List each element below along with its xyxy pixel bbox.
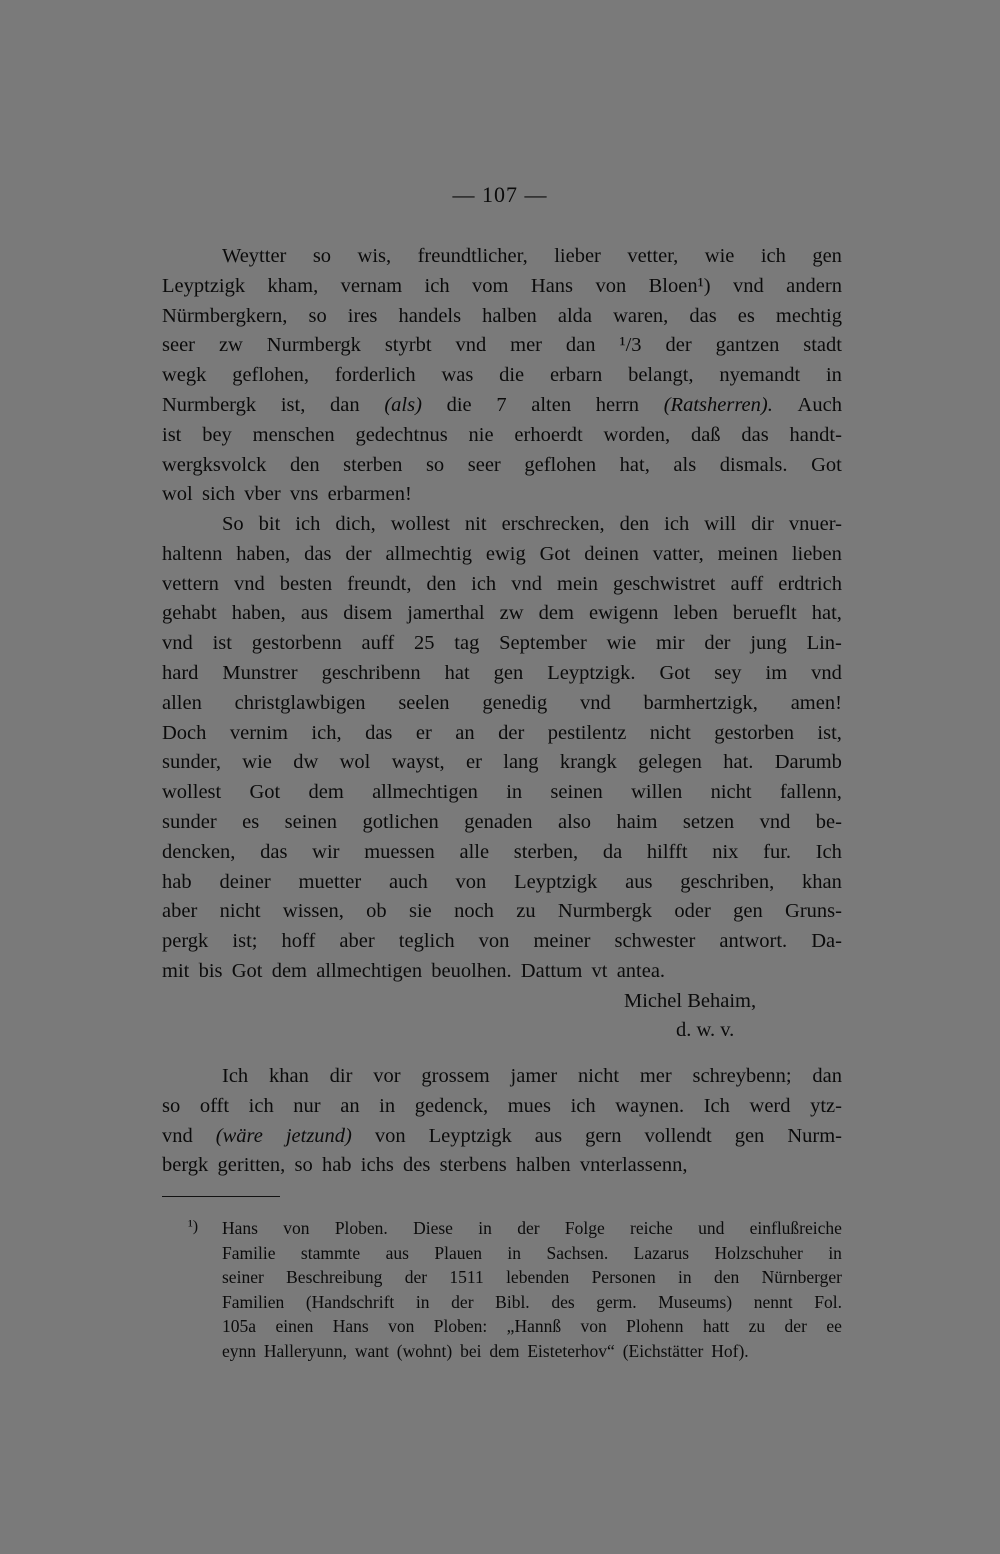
text-line: vnd (wäre jetzund) von Leyptzigk aus gern vollendt gen Nurm-: [162, 1124, 842, 1147]
text-line: sunder, wie dw wol wayst, er lang krangk gelegen hat. Darumb: [162, 751, 842, 774]
text-line: aber nicht wissen, ob sie noch zu Nurmbergk oder gen Gruns-: [162, 900, 842, 923]
text-line: ist bey menschen gedechtnus nie erhoerdt worden, daß das handt-: [162, 423, 842, 446]
text-line: haltenn haben, das der allmechtig ewig Got deinen vatter, meinen lieben: [162, 542, 842, 565]
text-line: gehabt haben, aus disem jamerthal zw dem ewigenn leben berueflt hat,: [162, 602, 842, 625]
text-line: Familien (Handschrift in der Bibl. des germ. Museums) nennt Fol.: [222, 1291, 842, 1312]
text-line: pergk ist; hoff aber teglich von meiner schwester antwort. Da-: [162, 930, 842, 953]
text-line: So bit ich dich, wollest nit erschrecken, den ich will dir vnuer-: [222, 513, 842, 535]
signature-initials: d. w. v.: [676, 1019, 735, 1041]
text-line: wollest Got dem allmechtigen in seinen willen nicht fallenn,: [162, 781, 842, 804]
text-line: vnd ist gestorbenn auff 25 tag September wie mir der jung Lin-: [162, 632, 842, 655]
text-line: 105a einen Hans von Ploben: „Hannß von Plohenn hatt zu der ee: [222, 1316, 842, 1337]
text-line: bergk geritten, so hab ichs des sterbens halben vnterlassenn,: [162, 1154, 688, 1177]
text-line: Ich khan dir vor grossem jamer nicht mer schreybenn; dan: [222, 1065, 842, 1087]
text-line: vettern vnd besten freundt, den ich vnd mein geschwistret auff erdtrich: [162, 572, 842, 595]
footnote-separator: [162, 1196, 280, 1197]
text-line: Weytter so wis, freundtlicher, lieber vetter, wie ich gen: [222, 245, 842, 267]
text-line: wergksvolck den sterben so seer geflohen hat, als dismals. Got: [162, 453, 842, 476]
signature-name: Michel Behaim,: [624, 990, 757, 1012]
paragraph-3: [162, 1062, 842, 1181]
text-line: dencken, das wir muessen alle sterben, da hilfft nix fur. Ich: [162, 840, 842, 863]
text-line: Nurmbergk ist, dan (als) die 7 alten herrn (Ratsherren). Auch: [162, 393, 842, 416]
paragraph-2: [162, 510, 842, 987]
text-line: allen christglawbigen seelen genedig vnd barmhertzigk, amen!: [162, 691, 842, 714]
text-line: Nürmbergkern, so ires handels halben alda waren, das es mechtig: [162, 304, 842, 327]
text-line: seer zw Nurmbergk styrbt vnd mer dan ¹/3 der gantzen stadt: [162, 334, 842, 357]
text-line: hab deiner muetter auch von Leyptzigk aus geschriben, khan: [162, 870, 842, 893]
text-line: so offt ich nur an in gedenck, mues ich waynen. Ich werd ytz-: [162, 1094, 842, 1117]
footnote: [222, 1216, 842, 1364]
text-line: eynn Halleryunn, want (wohnt) bei dem Eisteterhov“ (Eichstätter Hof).: [222, 1340, 749, 1361]
footnote-marker: ¹): [188, 1218, 199, 1235]
text-line: hard Munstrer geschribenn hat gen Leyptzigk. Got sey im vnd: [162, 661, 842, 684]
text-line: sunder es seinen gotlichen genaden also haim setzen vnd be-: [162, 810, 842, 833]
text-line: Doch vernim ich, das er an der pestilentz nicht gestorben ist,: [162, 721, 842, 744]
page-number: — 107 —: [452, 182, 548, 207]
text-line: seiner Beschreibung der 1511 lebenden Personen in den Nürnberger: [222, 1267, 842, 1288]
text-line: wegk geflohen, forderlich was die erbarn belangt, nyemandt in: [162, 364, 842, 387]
text-line: wol sich vber vns erbarmen!: [162, 483, 412, 506]
text-line: Familie stammte aus Plauen in Sachsen. Lazarus Holzschuher in: [222, 1242, 842, 1263]
text-line: Leyptzigk kham, vernam ich vom Hans von Bloen¹) vnd andern: [162, 274, 842, 297]
paragraph-1: [162, 242, 842, 510]
text-line: mit bis Got dem allmechtigen beuolhen. Dattum vt antea.: [162, 959, 666, 982]
text-line: Hans von Ploben. Diese in der Folge reiche und einflußreiche: [222, 1218, 842, 1238]
